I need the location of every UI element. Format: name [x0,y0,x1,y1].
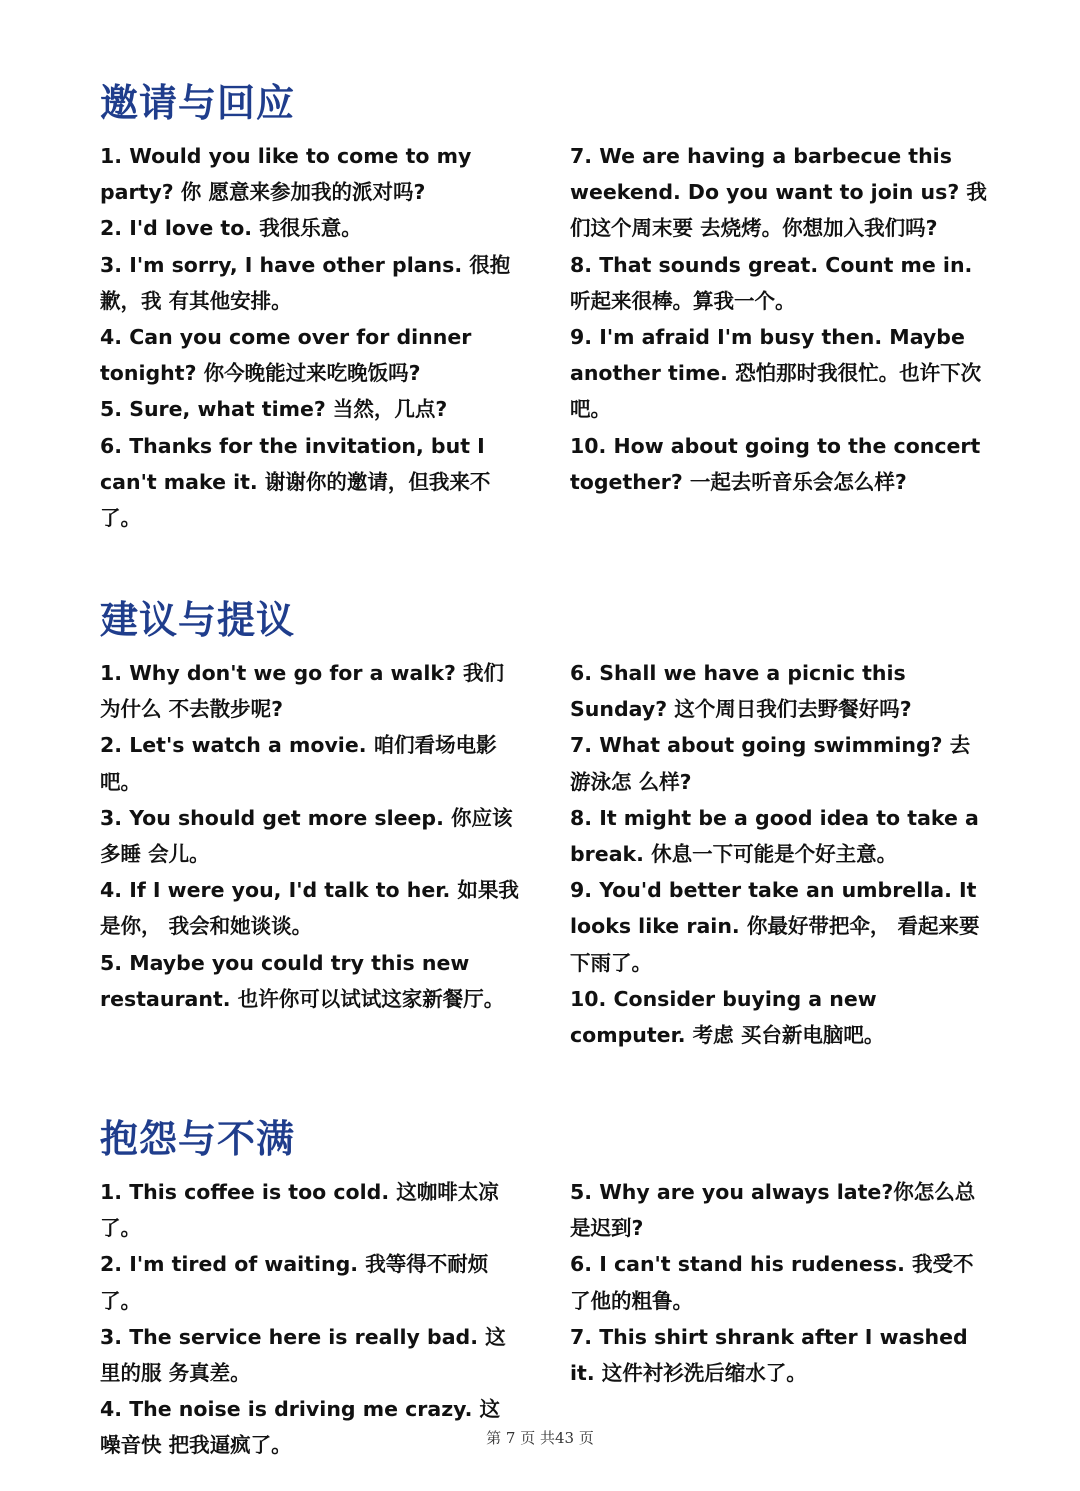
list-item: 2. Let's watch a movie. 咱们看场电影吧。 [100,733,497,794]
list-item: 6. Shall we have a picnic this Sunday? 这个周日我们去野餐好吗? [570,661,912,722]
list-item: 2. I'm tired of waiting. 我等得不耐烦了。 [100,1252,489,1313]
list-item: 4. If I were you, I'd talk to her. 如果我是你， 我会和她谈谈。 [100,878,519,939]
section-title: 建议与提议 [100,598,296,642]
left-column [100,138,520,536]
page-number: 第 7 页 共43 页 [486,1429,594,1447]
left-column [100,655,520,1053]
list-item: 2. I'd love to. 我很乐意。 [100,216,362,241]
list-item: 10. How about going to the concert together? 一起去听音乐会怎么样? [570,433,981,494]
list-item: 1. This coffee is too cold. 这咖啡太凉了。 [100,1180,499,1241]
list-item: 3. I'm sorry, I have other plans. 很抱歉，我 有其他安排。 [100,252,511,313]
list-item: 5. Sure, what time? 当然，几点? [100,397,448,422]
list-item: 1. Why don't we go for a walk? 我们为什么 不去散步呢? [100,661,505,722]
right-column [570,138,990,536]
list-item: 10. Consider buying a new computer. 考虑 买台新电脑吧。 [570,986,885,1048]
list-item: 1. Would you like to come to my party? 你 愿意来参加我的派对吗? [100,144,472,205]
list-item: 5. Why are you always late?你怎么总是迟到? [570,1180,976,1241]
list-item: 4. Can you come over for dinner tonight? 你今晚能过来吃晚饭吗? [100,325,472,386]
section-invitations [100,80,990,536]
list-item: 3. The service here is really bad. 这里的服 务真差。 [100,1324,506,1386]
section-title: 邀请与回应 [100,81,296,125]
list-item: 7. This shirt shrank after I washed it. 这件衬衫洗后缩水了。 [570,1324,968,1386]
list-item: 6. Thanks for the invitation, but I can't make it. 谢谢你的邀请，但我来不了。 [100,433,491,531]
list-item: 9. You'd better take an umbrella. It looks like rain. 你最好带把伞， 看起来要下雨了。 [570,878,980,975]
list-item: 3. You should get more sleep. 你应该多睡 会儿。 [100,805,513,867]
list-item: 6. I can't stand his rudeness. 我受不了他的粗鲁。 [570,1252,974,1313]
list-item: 5. Maybe you could try this new restaurant. 也许你可以试试这家新餐厅。 [100,950,505,1011]
section-complaints [100,1116,990,1464]
list-item: 4. The noise is driving me crazy. 这噪音快 把我逼疯了。 [100,1397,501,1458]
list-item: 7. We are having a barbecue this weekend. Do you want to join us? 我们这个周末要 去烧烤。你想加入我们吗? [570,144,987,241]
left-column [100,1174,520,1464]
section-title: 抱怨与不满 [100,1117,296,1161]
right-column [570,1174,990,1464]
section-suggestions [100,597,990,1053]
list-item: 9. I'm afraid I'm busy then. Maybe another time. 恐怕那时我很忙。也许下次吧。 [570,325,982,422]
list-item: 7. What about going swimming? 去游泳怎 么样? [570,733,971,794]
right-column [570,655,990,1053]
list-item: 8. That sounds great. Count me in. 听起来很棒。算我一个。 [570,252,973,313]
list-item: 8. It might be a good idea to take a break. 休息一下可能是个好主意。 [570,805,979,867]
